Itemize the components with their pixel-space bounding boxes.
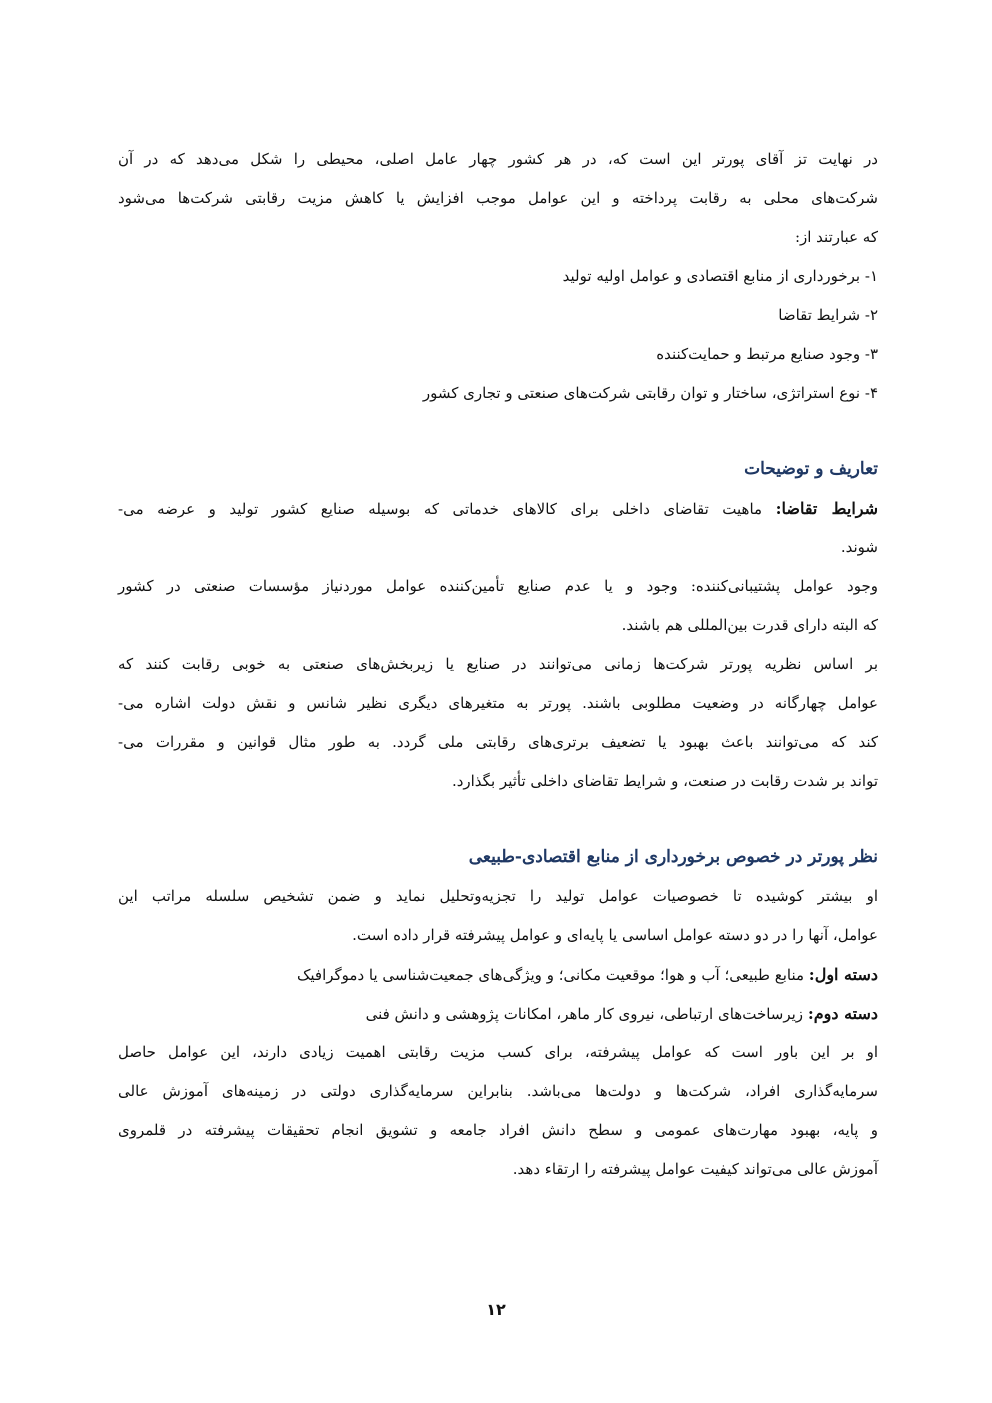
paragraph-line: کند که می‌توانند باعث بهبود یا تضعیف برتری‌های رقابتی ملی گردد. به طور مثال قوانین و مقررات می- bbox=[118, 733, 878, 751]
paragraph-line: شوند. bbox=[840, 538, 878, 556]
paragraph-line: سرمایه‌گذاری افراد، شرکت‌ها و دولت‌ها می‌باشد. بنابراین سرمایه‌گذاری دولتی در زمینه‌های آموزش عالی bbox=[118, 1082, 878, 1100]
section-heading: نظر پورتر در خصوص برخورداری از منابع اقتصادی-طبیعی bbox=[468, 847, 878, 867]
page-number: ۱۲ bbox=[486, 1300, 506, 1319]
paragraph-line: آموزش عالی می‌تواند کیفیت عوامل پیشرفته را ارتقاء دهد. bbox=[512, 1160, 878, 1178]
list-item: ۳- وجود صنایع مرتبط و حمایت‌کننده bbox=[656, 345, 878, 363]
paragraph-line: در نهایت تز آقای پورتر این است که، در هر کشور چهار عامل اصلی، محیطی را شکل می‌دهد که در آن bbox=[118, 150, 878, 168]
definition-line bbox=[118, 489, 878, 528]
definition-text: ماهیت تقاضای داخلی برای کالاهای خدماتی که بوسیله صنایع کشور تولید و عرضه می- bbox=[118, 500, 776, 518]
category-term: دسته اول: bbox=[808, 965, 878, 984]
paragraph-line: که عبارتند از: bbox=[794, 228, 878, 246]
category-term: دسته دوم: bbox=[807, 1004, 878, 1023]
paragraph-line: او بر این باور است که عوامل پیشرفته، برای کسب مزیت رقابتی اهمیت زیادی دارند، این عوامل حاصل bbox=[118, 1043, 878, 1061]
paragraph-line: و پایه، بهبود مهارت‌های عمومی و سطح دانش افراد جامعه و تشویق انجام تحقیقات پیشرفته در قلمروی bbox=[118, 1121, 878, 1139]
category-line bbox=[118, 955, 878, 994]
paragraph-line: شرکت‌های محلی به رقابت پرداخته و این عوامل موجب افزایش یا کاهش مزیت رقابتی شرکت‌ها می‌شود bbox=[118, 189, 878, 207]
paragraph-line: عوامل چهارگانه در وضعیت مطلوبی باشند. پورتر به متغیرهای دیگری نظیر شانس و نقش دولت اشاره می- bbox=[118, 694, 878, 712]
paragraph-line: بر اساس نظریه پورتر شرکت‌ها زمانی می‌توانند در صنایع یا زیربخش‌های صنعتی به خوبی رقابت کنند که bbox=[118, 655, 878, 673]
list-item: ۱- برخورداری از منابع اقتصادی و عوامل اولیه تولید bbox=[562, 267, 878, 285]
paragraph-line: تواند بر شدت رقابت در صنعت، و شرایط تقاضای داخلی تأثیر بگذارد. bbox=[451, 772, 878, 790]
list-item: ۲- شرایط تقاضا bbox=[778, 306, 878, 324]
definition-term: شرایط تقاضا: bbox=[775, 499, 878, 518]
category-text: زیرساخت‌های ارتباطی، نیروی کار ماهر، امکانات پژوهشی و دانش فنی bbox=[365, 1005, 808, 1023]
paragraph-line: او بیشتر کوشیده تا خصوصیات عوامل تولید را تجزیه‌وتحلیل نماید و ضمن تشخیص سلسله مراتب این bbox=[118, 887, 878, 905]
category-line bbox=[118, 994, 878, 1033]
section-heading: تعاریف و توضیحات bbox=[744, 459, 878, 479]
paragraph-line: وجود عوامل پشتیبانی‌کننده: وجود و یا عدم صنایع تأمین‌کننده عوامل موردنیاز مؤسسات صنعتی در کشور bbox=[118, 577, 878, 595]
category-text: منابع طبیعی؛ آب و هوا؛ موقعیت مکانی؛ و ویژگی‌های جمعیت‌شناسی یا دموگرافیک bbox=[296, 966, 809, 984]
paragraph-line: که البته دارای قدرت بین‌المللی هم باشند. bbox=[621, 616, 878, 634]
document-body bbox=[118, 140, 878, 1189]
list-item: ۴- نوع استراتژی، ساختار و توان رقابتی شرکت‌های صنعتی و تجاری کشور bbox=[422, 384, 878, 402]
paragraph-line: عوامل، آنها را در دو دسته عوامل اساسی یا پایه‌ای و عوامل پیشرفته قرار داده است. bbox=[352, 926, 878, 944]
